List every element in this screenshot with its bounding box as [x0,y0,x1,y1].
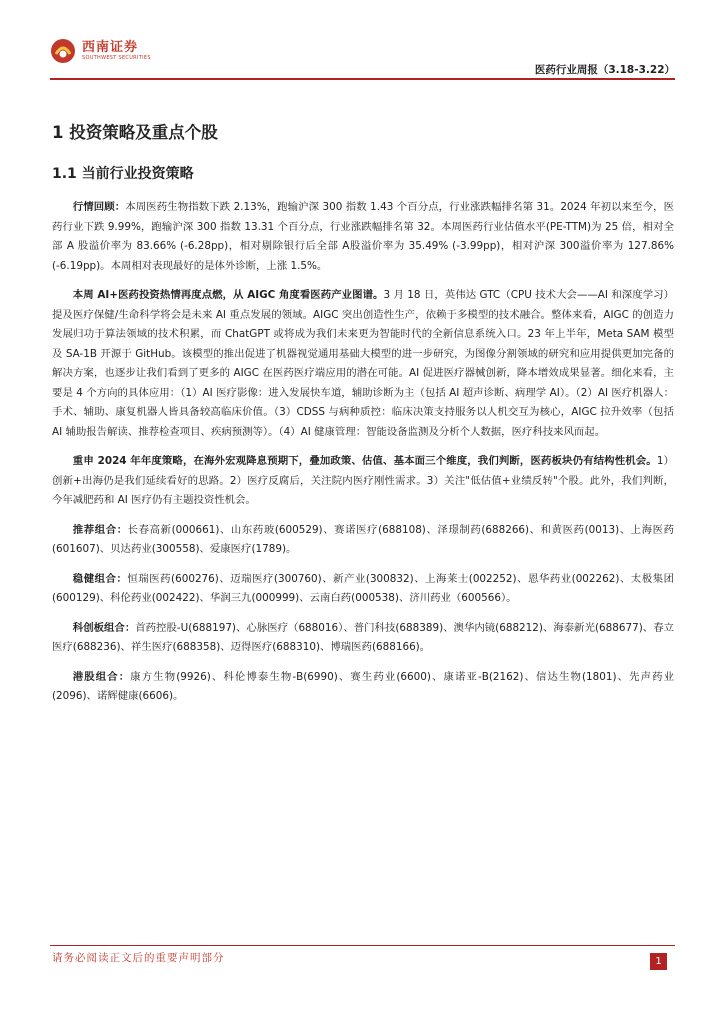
paragraph-body: 恒瑞医药(600276)、迈瑞医疗(300760)、新产业(300832)、上海莱士(002252)、恩华药业(002262)、太极集团(600129)、科伦药业(002422)、华润三九(000999)、云南白药(000538)、济川药业（600566）。 [52,572,674,604]
paragraph-recommended-portfolio [52,521,674,560]
main-content [52,120,674,717]
paragraph-body: 本周医药生物指数下跌 2.13%，跑输沪深 300 指数 1.43 个百分点，行业涨跌幅排名第 31。2024 年初以来至今，医药行业下跌 9.99%，跑输沪深 300 指数 13.31 个百分点，行业涨跌幅排名第 32。本周医药行业估值水平(PE-TTM)为 25 倍，相对全部 A 股溢价率为 83.66% (-6.28pp)，相对剔除银行后全部 A股溢价率为 35.49% (-3.99pp)，相对沪深 300溢价率为 127.86% (-6.19pp)。本周相对表现最好的是体外诊断，上涨 1.5%。 [52,201,675,272]
footer-divider [50,945,675,946]
paragraph-annual-strategy [52,452,674,511]
paragraph-lead: 重申 2024 年年度策略，在海外宏观降息预期下，叠加政策、估值、基本面三个维度，我们判断，医药板块仍有结构性机会。 [72,455,657,467]
report-title: 医药行业周报（3.18-3.22） [534,64,675,76]
paragraph-body: 长春高新(000661)、山东药玻(600529)、赛诺医疗(688108)、泽璟制药(688266)、和黄医药(0013)、上海医药(601607)、贝达药业(300558)、爱康医疗(1789)。 [52,523,675,555]
paragraph-lead: 科创板组合： [72,621,136,634]
paragraph-body: 首药控股-U(688197)、心脉医疗（688016）、普门科技(688389)、澳华内镜(688212)、海泰新光(688677)、春立医疗(688236)、祥生医疗(688358)、迈得医疗(688310)、博瑞医药(688166)。 [52,621,674,653]
paragraph-body: 康方生物(9926)、科伦博泰生物-B(6990)、赛生药业(6600)、康诺亚-B(2162)、信达生物(1801)、先声药业(2096)、诺辉健康(6606)。 [52,670,674,702]
logo-chinese-name: 西南证券 [82,40,139,55]
disclaimer-note: 请务必阅读正文后的重要声明部分 [52,952,225,964]
subsection-heading: 1.1 当前行业投资策略 [52,166,194,182]
page-number: 1 [650,953,667,970]
paragraph-market-review [52,198,674,276]
section-heading: 1 投资策略及重点个股 [52,123,218,142]
logo-english-name: SOUTHWEST SECURITIES [82,55,151,61]
company-logo [50,38,151,64]
paragraph-lead: 稳健组合： [72,572,128,585]
paragraph-body: 3 月 18 日，英伟达 GTC（CPU 技术大会——AI 和深度学习）提及医疗保健/生命科学将会是未来 AI 重点发展的领域。AIGC 突出创造性生产，依赖于多模型的技术融合。整体来看，AIGC 的创造力发展归功于算法领域的技术积累，而 ChatGPT 或将成为我们未来更为智能时代的全新信息系统入口。23 年上半年，Meta SAM 模型及 SA-1B 开源于 GitHub。该模型的推出促进了机器视觉通用基础大模型的进一步研究，为图像分割领域的研究和应用提供更加完备的解决方案，也逐步让我们看到了更多的 AIGC 在医药医疗端应用的潜在可能。AI 促进医疗器械创新，降本增效成果显著。细化来看，主要是 4 个方向的具体应用：（1）AI 医疗影像：进入发展快车道，辅助诊断为主（包括 AI 超声诊断、病理学 AI）。（2）AI 医疗机器人：手术、辅助、康复机器人皆具备较高临床价值。（3）CDSS 与病种质控：临床决策支持服务以人机交互为核心，AIGC 拉升效率（包括 AI 辅助报告解读、推荐检查项目、疾病预测等）。（4）AI 健康管理：智能设备监测及分析个人数据，医疗科技来风而起。 [52,289,674,438]
paragraph-star-market-portfolio [52,619,674,658]
header-divider [50,78,675,80]
paragraph-ai-medical [52,286,674,442]
paragraph-lead: 推荐组合： [72,523,128,536]
page-header [50,38,675,78]
paragraph-lead: 港股组合： [72,670,131,683]
paragraph-hk-portfolio [52,668,674,707]
paragraph-body: 1）创新+出海仍是我们延续看好的思路。2）医疗反腐后，关注院内医疗刚性需求。3）关注"低估值+业绩反转"个股。此外，我们判断，今年减肥药和 AI 医疗仍有主题投资性机会。 [52,455,674,506]
logo-emblem-icon [50,38,76,64]
paragraph-lead: 行情回顾： [72,201,126,213]
paragraph-lead: 本周 AI+医药投资热情再度点燃，从 AIGC 角度看医药产业图谱。 [72,289,384,301]
paragraph-steady-portfolio [52,570,674,609]
